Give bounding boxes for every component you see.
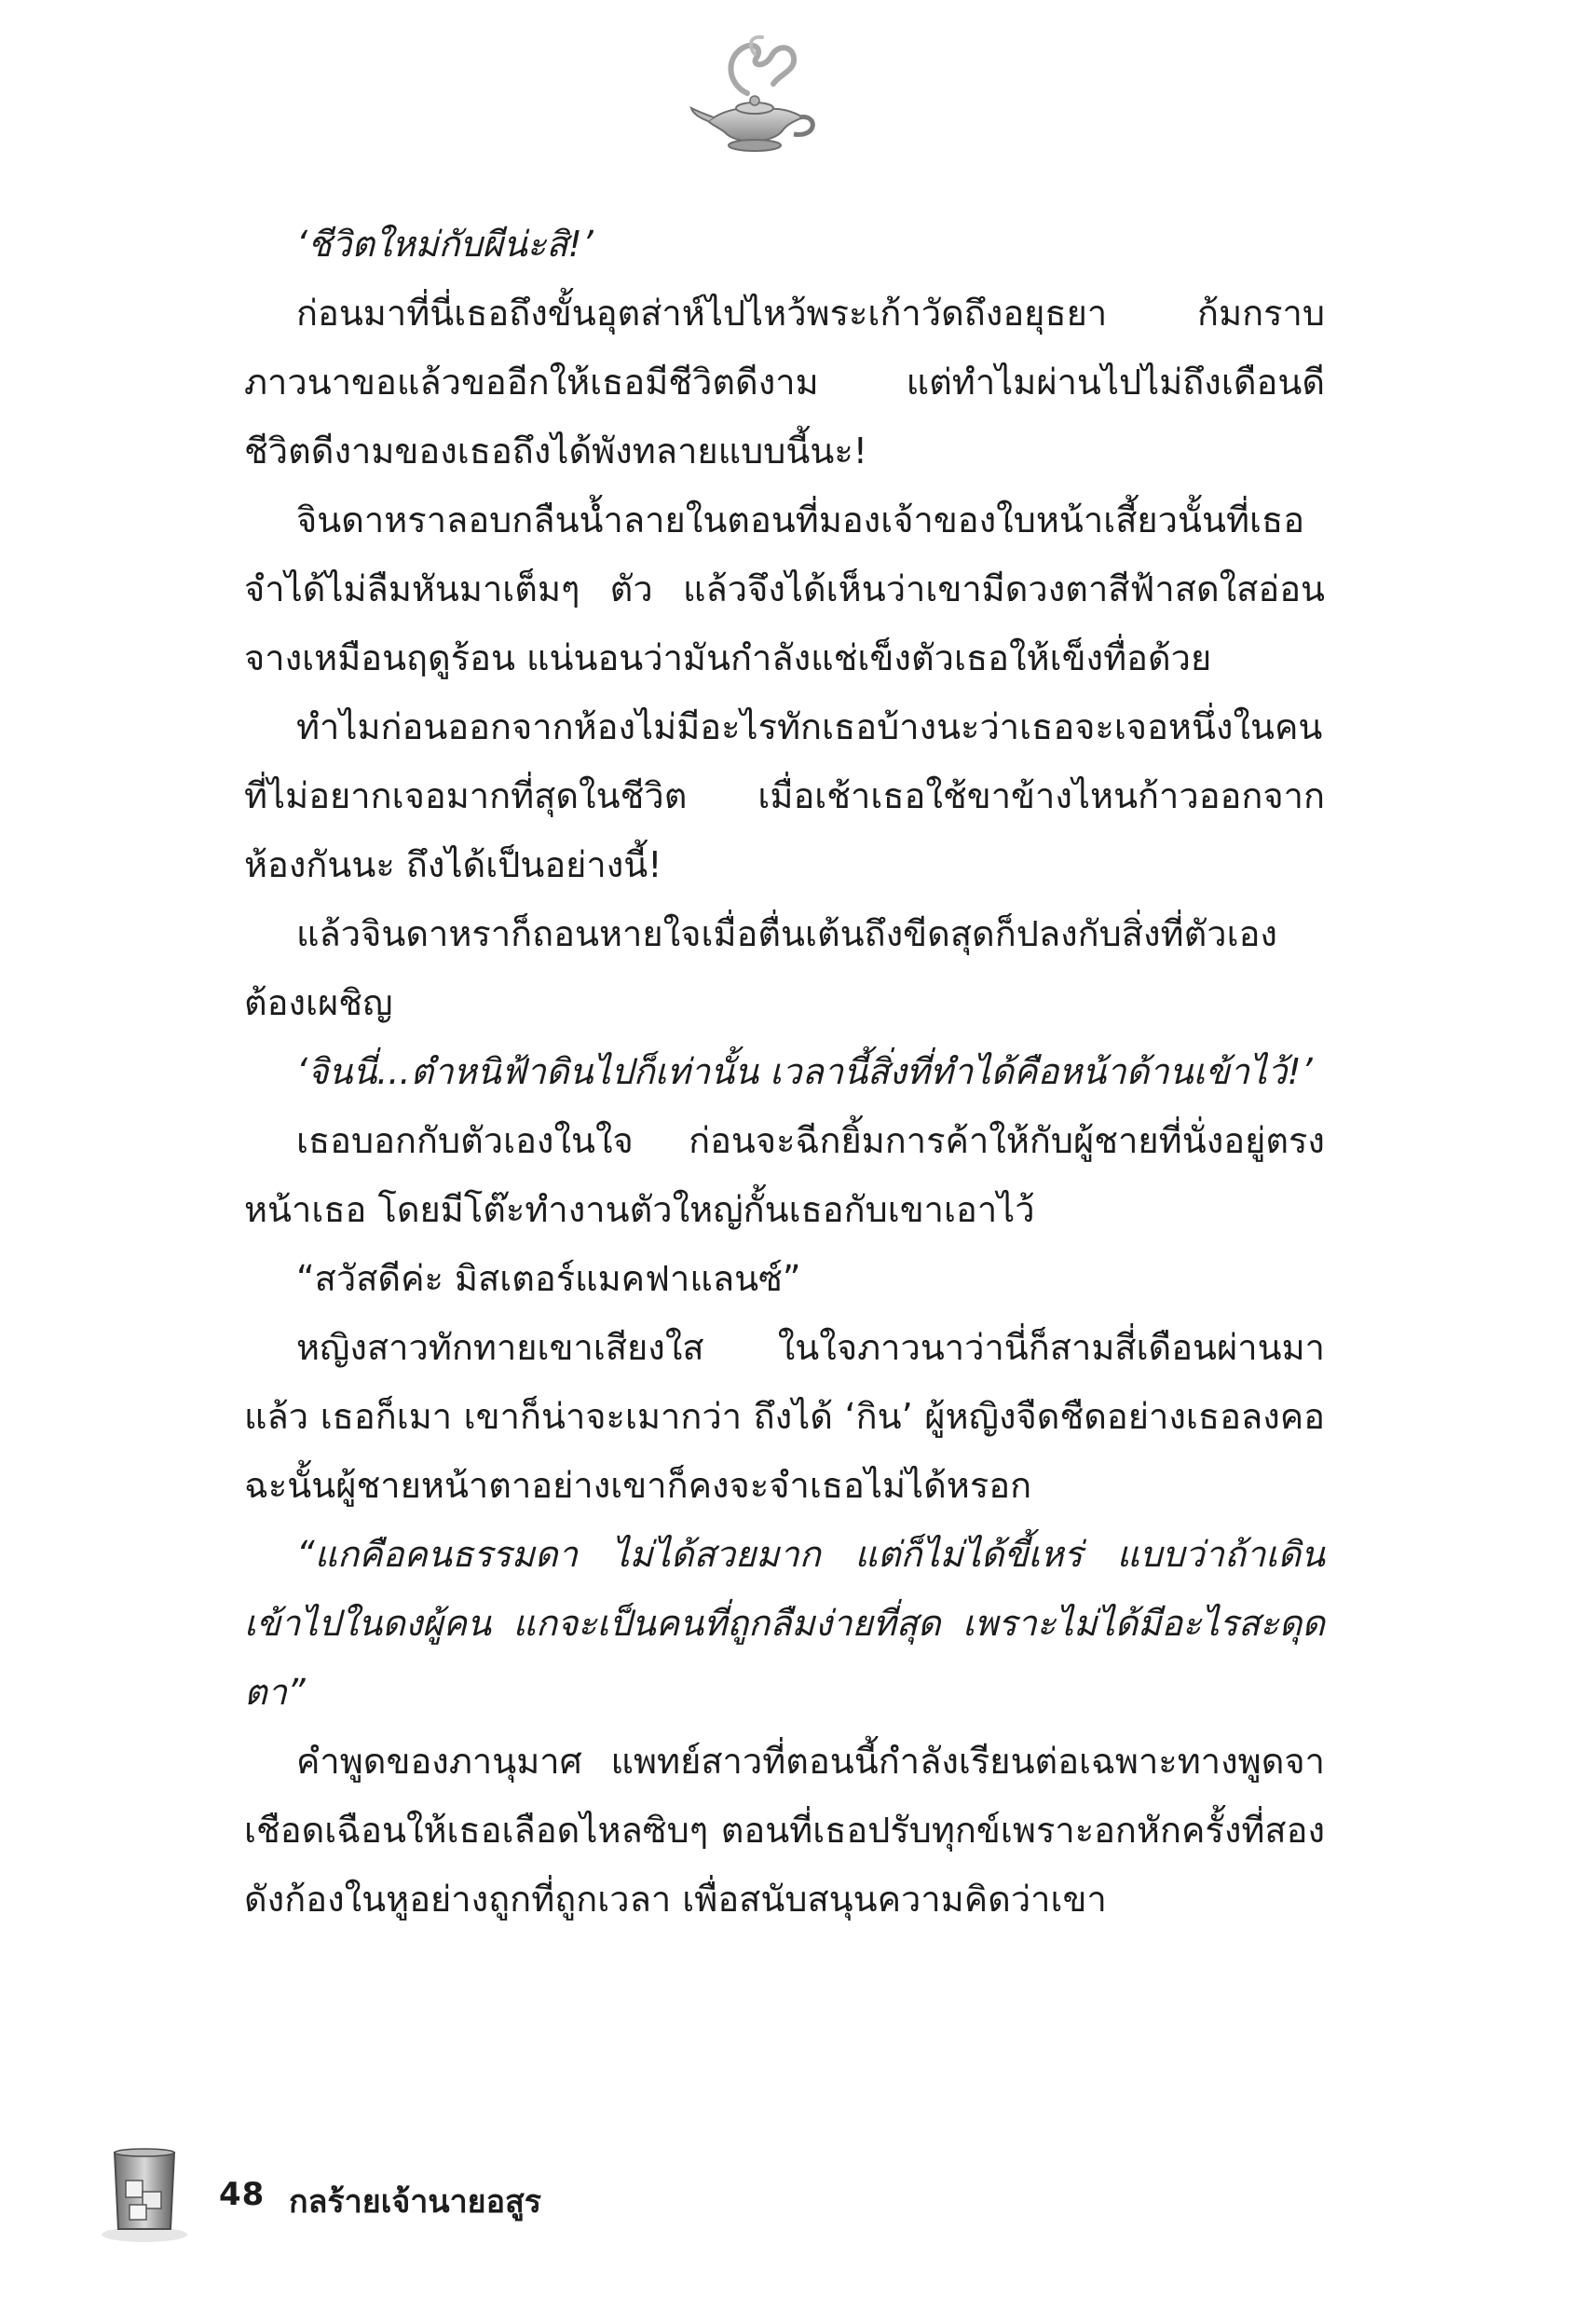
- paragraph: “สวัสดีค่ะ มิสเตอร์แมคฟาแลนซ์”: [296, 1258, 801, 1299]
- paragraph: ก่อนมาที่นี่เธอถึงขั้นอุตส่าห์ไปไหว้พระเก้าวัดถึงอยุธยา ก้มกราบภาวนาขอแล้วขออีกให้เธอมีชีวิตดีงาม แต่ทำไมผ่านไปไม่ถึงเดือนดี ชีวิตดีงามของเธอถึงได้พังทลายแบบนี้นะ!: [244, 293, 1325, 472]
- paragraph: ‘จินนี่...ตำหนิฟ้าดินไปก็เท่านั้น เวลานี้สิ่งที่ทำได้คือหน้าด้านเข้าไว้!’: [296, 1051, 1313, 1092]
- paragraph: หญิงสาวทักทายเขาเสียงใส ในใจภาวนาว่านี่ก็สามสี่เดือนผ่านมาแล้ว เธอก็เมา เขาก็น่าจะเมากว่า ถึงได้ ‘กิน’ ผู้หญิงจืดชืดอย่างเธอลงคอ ฉะนั้นผู้ชายหน้าตาอย่างเขาก็คงจะจำเธอไม่ได้หรอก: [244, 1327, 1325, 1506]
- paragraph: คำพูดของภานุมาศ แพทย์สาวที่ตอนนี้กำลังเรียนต่อเฉพาะทางพูดจาเชือดเฉือนให้เธอเลือดไหลซิบๆ ตอนที่เธอปรับทุกข์เพราะอกหักครั้งที่สองดังก้องในหูอย่างถูกที่ถูกเวลา เพื่อสนับสนุนความคิดว่าเขา: [244, 1741, 1325, 1920]
- body-text: [244, 210, 1325, 1934]
- paragraph: แล้วจินดาหราก็ถอนหายใจเมื่อตื่นเต้นถึงขีดสุดก็ปลงกับสิ่งที่ตัวเองต้องเผชิญ: [244, 913, 1277, 1023]
- book-title: กลร้ายเจ้านายอสูร: [289, 2183, 542, 2221]
- paragraph: จินดาหราลอบกลืนน้ำลายในตอนที่มองเจ้าของใบหน้าเสี้ยวนั้นที่เธอจำได้ไม่ลืมหันมาเต็มๆ ตัว แล้วจึงได้เห็นว่าเขามีดวงตาสีฟ้าสดใสอ่อนจางเหมือนฤดูร้อน แน่นอนว่ามันกำลังแช่เข็งตัวเธอให้เข็งทื่อด้วย: [244, 499, 1325, 678]
- page-footer: [98, 2134, 657, 2246]
- paragraph: ‘ชีวิตใหม่กับผีน่ะสิ!’: [296, 224, 593, 265]
- paragraph: เธอบอกกับตัวเองในใจ ก่อนจะฉีกยิ้มการค้าให้กับผู้ชายที่นั่งอยู่ตรงหน้าเธอ โดยมีโต๊ะทำงานตัวใหญ่กั้นเธอกับเขาเอาไว้: [244, 1120, 1325, 1230]
- paragraph: “แกคือคนธรรมดา ไม่ได้สวยมาก แต่ก็ไม่ได้ขี้เหร่ แบบว่าถ้าเดินเข้าไปในดงผู้คน แกจะเป็นคนที่ถูกลืมง่ายที่สุด เพราะไม่ได้มีอะไรสะดุดตา”: [244, 1534, 1325, 1713]
- lamp-genie-icon: [689, 28, 820, 168]
- paragraph: ทำไมก่อนออกจากห้องไม่มีอะไรทักเธอบ้างนะว่าเธอจะเจอหนึ่งในคนที่ไม่อยากเจอมากที่สุดในชีวิต เมื่อเช้าเธอใช้ขาข้างไหนก้าวออกจากห้องกันนะ ถึงได้เป็นอย่างนี้!: [244, 706, 1325, 885]
- page-number: 48: [219, 2176, 266, 2213]
- glass-icon: [98, 2134, 200, 2246]
